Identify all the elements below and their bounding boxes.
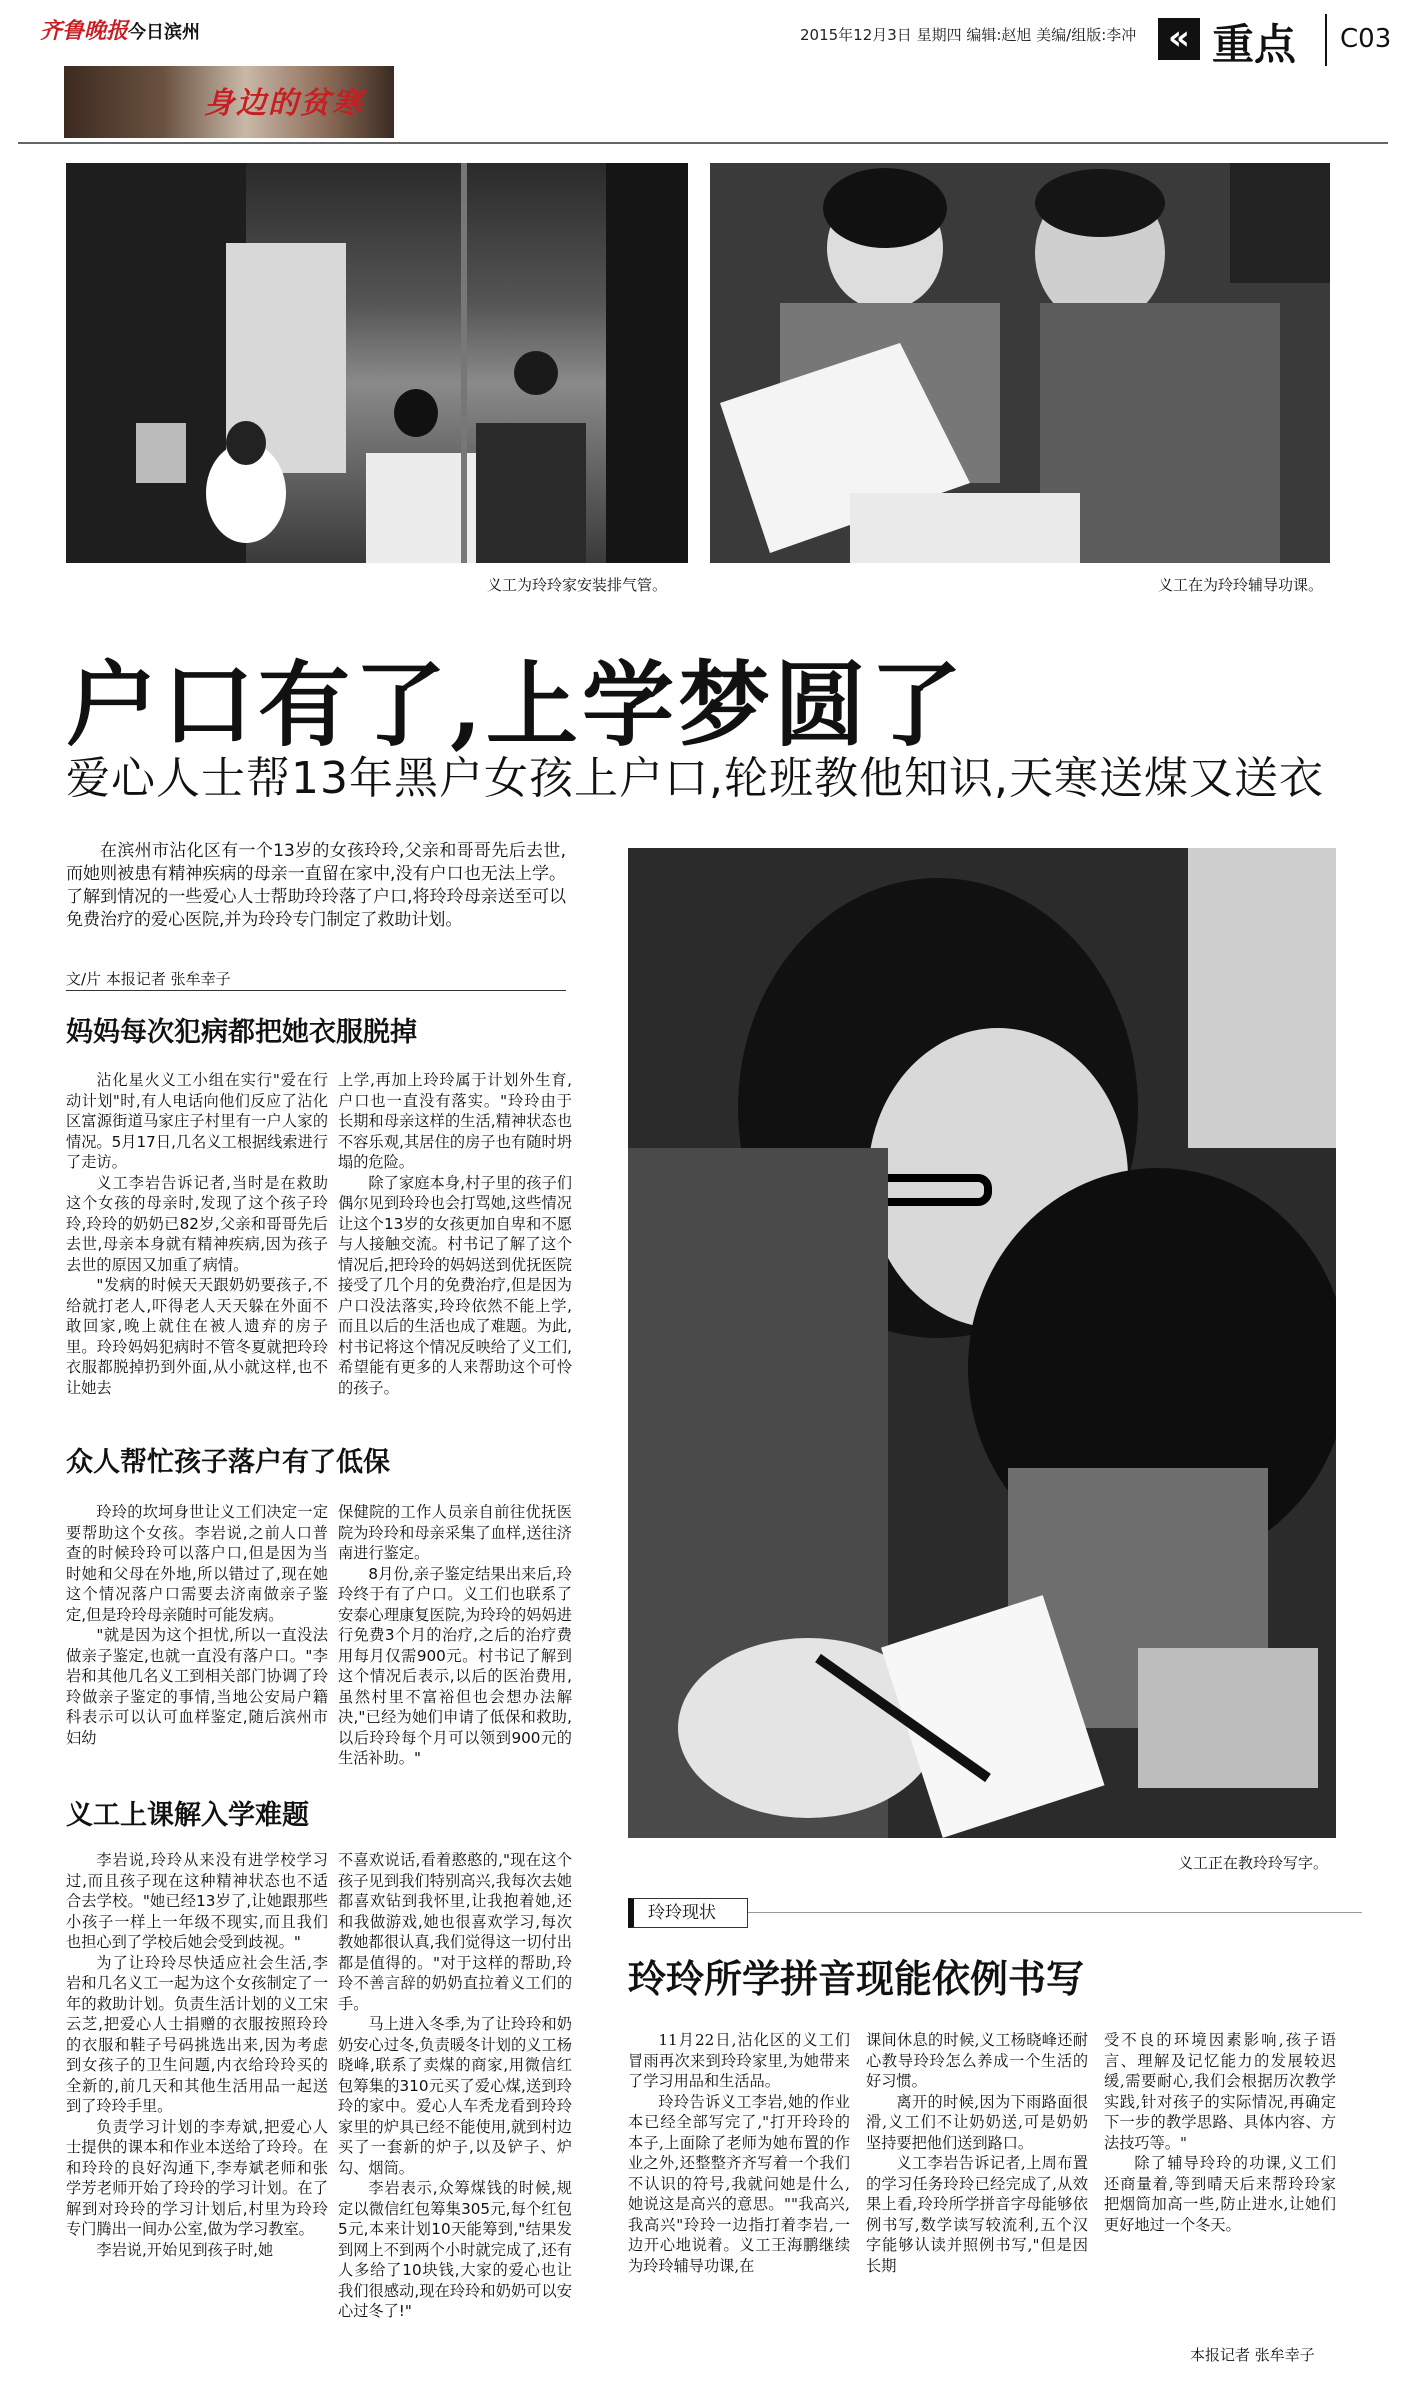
header-divider	[1325, 14, 1327, 66]
sidebar-column-1	[628, 2030, 850, 2375]
photo-tutoring-art	[710, 163, 1330, 563]
sidebar-tag-rule	[748, 1912, 1362, 1913]
paragraph: 义工李岩告诉记者,上周布置的学习任务玲玲已经完成了,从效果上看,玲玲所学拼音字母能够依例书写,数学读写较流利,五个汉字能够认读并照例书写,"但是因长期	[866, 2154, 1088, 2275]
paragraph: 李岩说,开始见到孩子时,她	[96, 2240, 274, 2259]
section-2-column-2	[338, 1502, 572, 1792]
photo-teaching-writing	[628, 848, 1336, 1838]
section-heading-1: 妈妈每次犯病都把她衣服脱掉	[66, 1017, 417, 1048]
paragraph: 离开的时候,因为下雨路面很滑,义工们不让奶奶送,可是奶奶坚持要把他们送到路口。	[866, 2092, 1088, 2152]
dateline: 2015年12月3日 星期四 编辑:赵旭 美编/组版:李冲	[800, 26, 1137, 44]
sidebar-heading: 玲玲所学拼音现能依例书写	[628, 1957, 1085, 2001]
paragraph: 沾化星火义工小组在实行"爱在行动计划"时,有人电话向他们反应了沾化区富源街道马家庄子村里有一户人家的情况。5月17日,几名义工根据线索进行了走访。	[66, 1071, 328, 1171]
paragraph: 除了家庭本身,村子里的孩子们偶尔见到玲玲也会打骂她,这些情况让这个13岁的女孩更加自卑和不愿与人接触交流。村书记了解了这个情况后,把玲玲的妈妈送到优抚医院接受了几个月的免费治疗,但是因为户口没法落实,玲玲依然不能上学,而且以后的生活也成了难题。为此,村书记将这个情况反映给了义工们,希望能有更多的人来帮助这个可怜的孩子。	[338, 1173, 572, 1397]
sidebar-column-2	[866, 2030, 1088, 2375]
section-heading-2: 众人帮忙孩子落户有了低保	[66, 1447, 390, 1478]
paragraph: 11月22日,沾化区的义工们冒雨再次来到玲玲家里,为她带来了学习用品和生活品。	[628, 2031, 850, 2090]
newspaper-brand: 齐鲁晚报	[40, 18, 129, 44]
header-rule	[18, 142, 1388, 144]
photo-installing-pipe-art	[66, 163, 688, 563]
chevron-icon: «	[1158, 18, 1200, 60]
section-name: 今日滨州	[128, 22, 200, 43]
paragraph: 李岩表示,众筹煤钱的时候,规定以微信红包筹集305元,每个红包5元,本来计划10天能筹到,"结果发到网上不到两个小时就完成了,还有人多给了10块钱,大家的爱心也让我们很感动,现在玲玲和奶奶可以安心过冬了!"	[338, 2179, 572, 2320]
paragraph: "发病的时候天天跟奶奶要孩子,不给就打老人,吓得老人天天躲在外面不敢回家,晚上就住在被人遗弃的房子里。玲玲妈妈犯病时不管冬夏就把玲玲衣服都脱掉扔到外面,从小就这样,也不让她去	[66, 1276, 328, 1397]
paragraph: 为了让玲玲尽快适应社会生活,李岩和几名义工一起为这个女孩制定了一年的救助计划。负责生活计划的义工宋云芝,把爱心人士捐赠的衣服按照玲玲的衣服和鞋子号码挑选出来,因为考虑到女孩子的卫生问题,内衣给玲玲买的全新的,前几天和其他生活用品一起送到了玲玲手里。	[66, 1953, 328, 2115]
paragraph: 马上进入冬季,为了让玲玲和奶奶安心过冬,负责暖冬计划的义工杨晓峰,联系了卖煤的商家,用微信红包筹集的310元买了爱心煤,送到玲玲的家中。爱心人车秃龙看到玲玲家里的炉具已经不能使用,就到村边买了一套新的炉子,以及铲子、炉勾、烟筒。	[338, 2015, 572, 2177]
photo-tutoring	[710, 163, 1330, 563]
paragraph: 保健院的工作人员亲自前往优抚医院为玲玲和母亲采集了血样,送往济南进行鉴定。	[338, 1503, 572, 1562]
byline: 文/片 本报记者 张牟幸子	[66, 970, 231, 988]
photo-caption-1: 义工为玲玲家安装排气管。	[487, 576, 668, 594]
section-1-column-2	[338, 1070, 572, 1420]
paragraph: 不喜欢说话,看着憨憨的,"现在这个孩子见到我们特别高兴,我每次去她都喜欢钻到我怀里,让我抱着她,还和我做游戏,她也很喜欢学习,每次教她都很认真,我们觉得这一切付出都是值得的。"对于这样的帮助,玲玲不善言辞的奶奶直拉着义工们的手。	[338, 1851, 572, 2013]
paragraph: 上学,再加上玲玲属于计划外生育,户口也一直没有落实。"玲玲由于长期和母亲这样的生活,精神状态也不容乐观,其居住的房子也有随时坍塌的危险。	[338, 1071, 572, 1171]
paragraph: 8月份,亲子鉴定结果出来后,玲玲终于有了户口。义工们也联系了安泰心理康复医院,为玲玲的妈妈进行免费3个月的治疗,之后的治疗费用每月仅需900元。村书记了解到这个情况后表示,以后的医治费用,虽然村里不富裕但也会想办法解决,"已经为她们申请了低保和救助,以后玲玲每个月可以领到900元的生活补助。"	[338, 1564, 572, 1767]
page-section-label: 重点	[1212, 20, 1297, 69]
section-heading-3: 义工上课解入学难题	[66, 1800, 309, 1831]
paragraph: 玲玲告诉义工李岩,她的作业本已经全部写完了,"打开玲玲的本子,上面除了老师为她布置的作业之外,还整整齐齐写着一个我们不认识的符号,我就问她是什么,她说这是高兴的意思。""我高兴,我高兴"玲玲一边指打着李岩,一边开心地说着。义工王海鹏继续为玲玲辅导功课,在	[628, 2092, 850, 2275]
column-banner-title: 身边的贫寒	[204, 86, 364, 121]
sidebar-byline: 本报记者 张牟幸子	[1190, 2346, 1315, 2364]
photo-teaching-writing-art	[628, 848, 1336, 1838]
column-banner-image	[64, 66, 394, 138]
sidebar-column-3	[1104, 2030, 1336, 2340]
paragraph: 李岩说,玲玲从来没有进学校学习过,而且孩子现在这种精神状态也不适合去学校。"她已经13岁了,让她跟那些小孩子一样上一年级不现实,而且我们也担心到了学校后她会受到歧视。"	[66, 1851, 328, 1951]
byline-rule	[66, 990, 566, 991]
sidebar-tag: 玲玲现状	[628, 1898, 748, 1928]
paragraph: 受不良的环境因素影响,孩子语言、理解及记忆能力的发展较迟缓,需要耐心,我们会根据历次教学实践,针对孩子的实际情况,再确定下一步的教学思路、具体内容、方法技巧等。"	[1104, 2031, 1336, 2152]
paragraph: "就是因为这个担忧,所以一直没法做亲子鉴定,也就一直没有落户口。"李岩和其他几名义工到相关部门协调了玲玲做亲子鉴定的事情,当地公安局户籍科表示可以认可血样鉴定,随后滨州市妇幼	[66, 1626, 328, 1747]
paragraph: 玲玲的坎坷身世让义工们决定一定要帮助这个女孩。李岩说,之前人口普查的时候玲玲可以落户口,但是因为当时她和父母在外地,所以错过了,现在她这个情况落户口需要去济南做亲子鉴定,但是玲玲母亲随时可能发病。	[66, 1503, 328, 1624]
headline: 户口有了,上学梦圆了	[66, 651, 967, 759]
subheadline: 爱心人士帮13年黑户女孩上户口,轮班教他知识,天寒送煤又送衣	[66, 753, 1324, 804]
photo-installing-pipe	[66, 163, 688, 563]
section-3-column-2	[338, 1850, 572, 2375]
photo-caption-3: 义工正在教玲玲写字。	[1178, 1854, 1329, 1872]
photo-caption-2: 义工在为玲玲辅导功课。	[1158, 576, 1324, 594]
paragraph: 义工李岩告诉记者,当时是在救助这个女孩的母亲时,发现了这个孩子玲玲,玲玲的奶奶已82岁,父亲和哥哥先后去世,母亲本身就有精神疾病,因为孩子去世的原因又加重了病情。	[66, 1173, 328, 1274]
page-number: C03	[1340, 24, 1392, 54]
lead-paragraph: 在滨州市沾化区有一个13岁的女孩玲玲,父亲和哥哥先后去世,而她则被患有精神疾病的母亲一直留在家中,没有户口也无法上学。了解到情况的一些爱心人士帮助玲玲落了户口,将玲玲母亲送至可以免费治疗的爱心医院,并为玲玲专门制定了救助计划。	[66, 841, 566, 930]
section-3-column-1	[66, 1850, 328, 2375]
paragraph: 负责学习计划的李寿斌,把爱心人士提供的课本和作业本送给了玲玲。在和玲玲的良好沟通下,李寿斌老师和张学芳老师开始了玲玲的学习计划。在了解到对玲玲的学习计划后,村里为玲玲专门腾出一间办公室,做为学习教室。	[66, 2117, 328, 2238]
paragraph: 课间休息的时候,义工杨晓峰还耐心教导玲玲怎么养成一个生活的好习惯。	[866, 2031, 1088, 2090]
section-2-column-1	[66, 1502, 328, 1792]
section-1-column-1	[66, 1070, 328, 1420]
paragraph: 除了辅导玲玲的功课,义工们还商量着,等到晴天后来帮玲玲家把烟筒加高一些,防止进水,让她们更好地过一个冬天。	[1104, 2154, 1336, 2234]
